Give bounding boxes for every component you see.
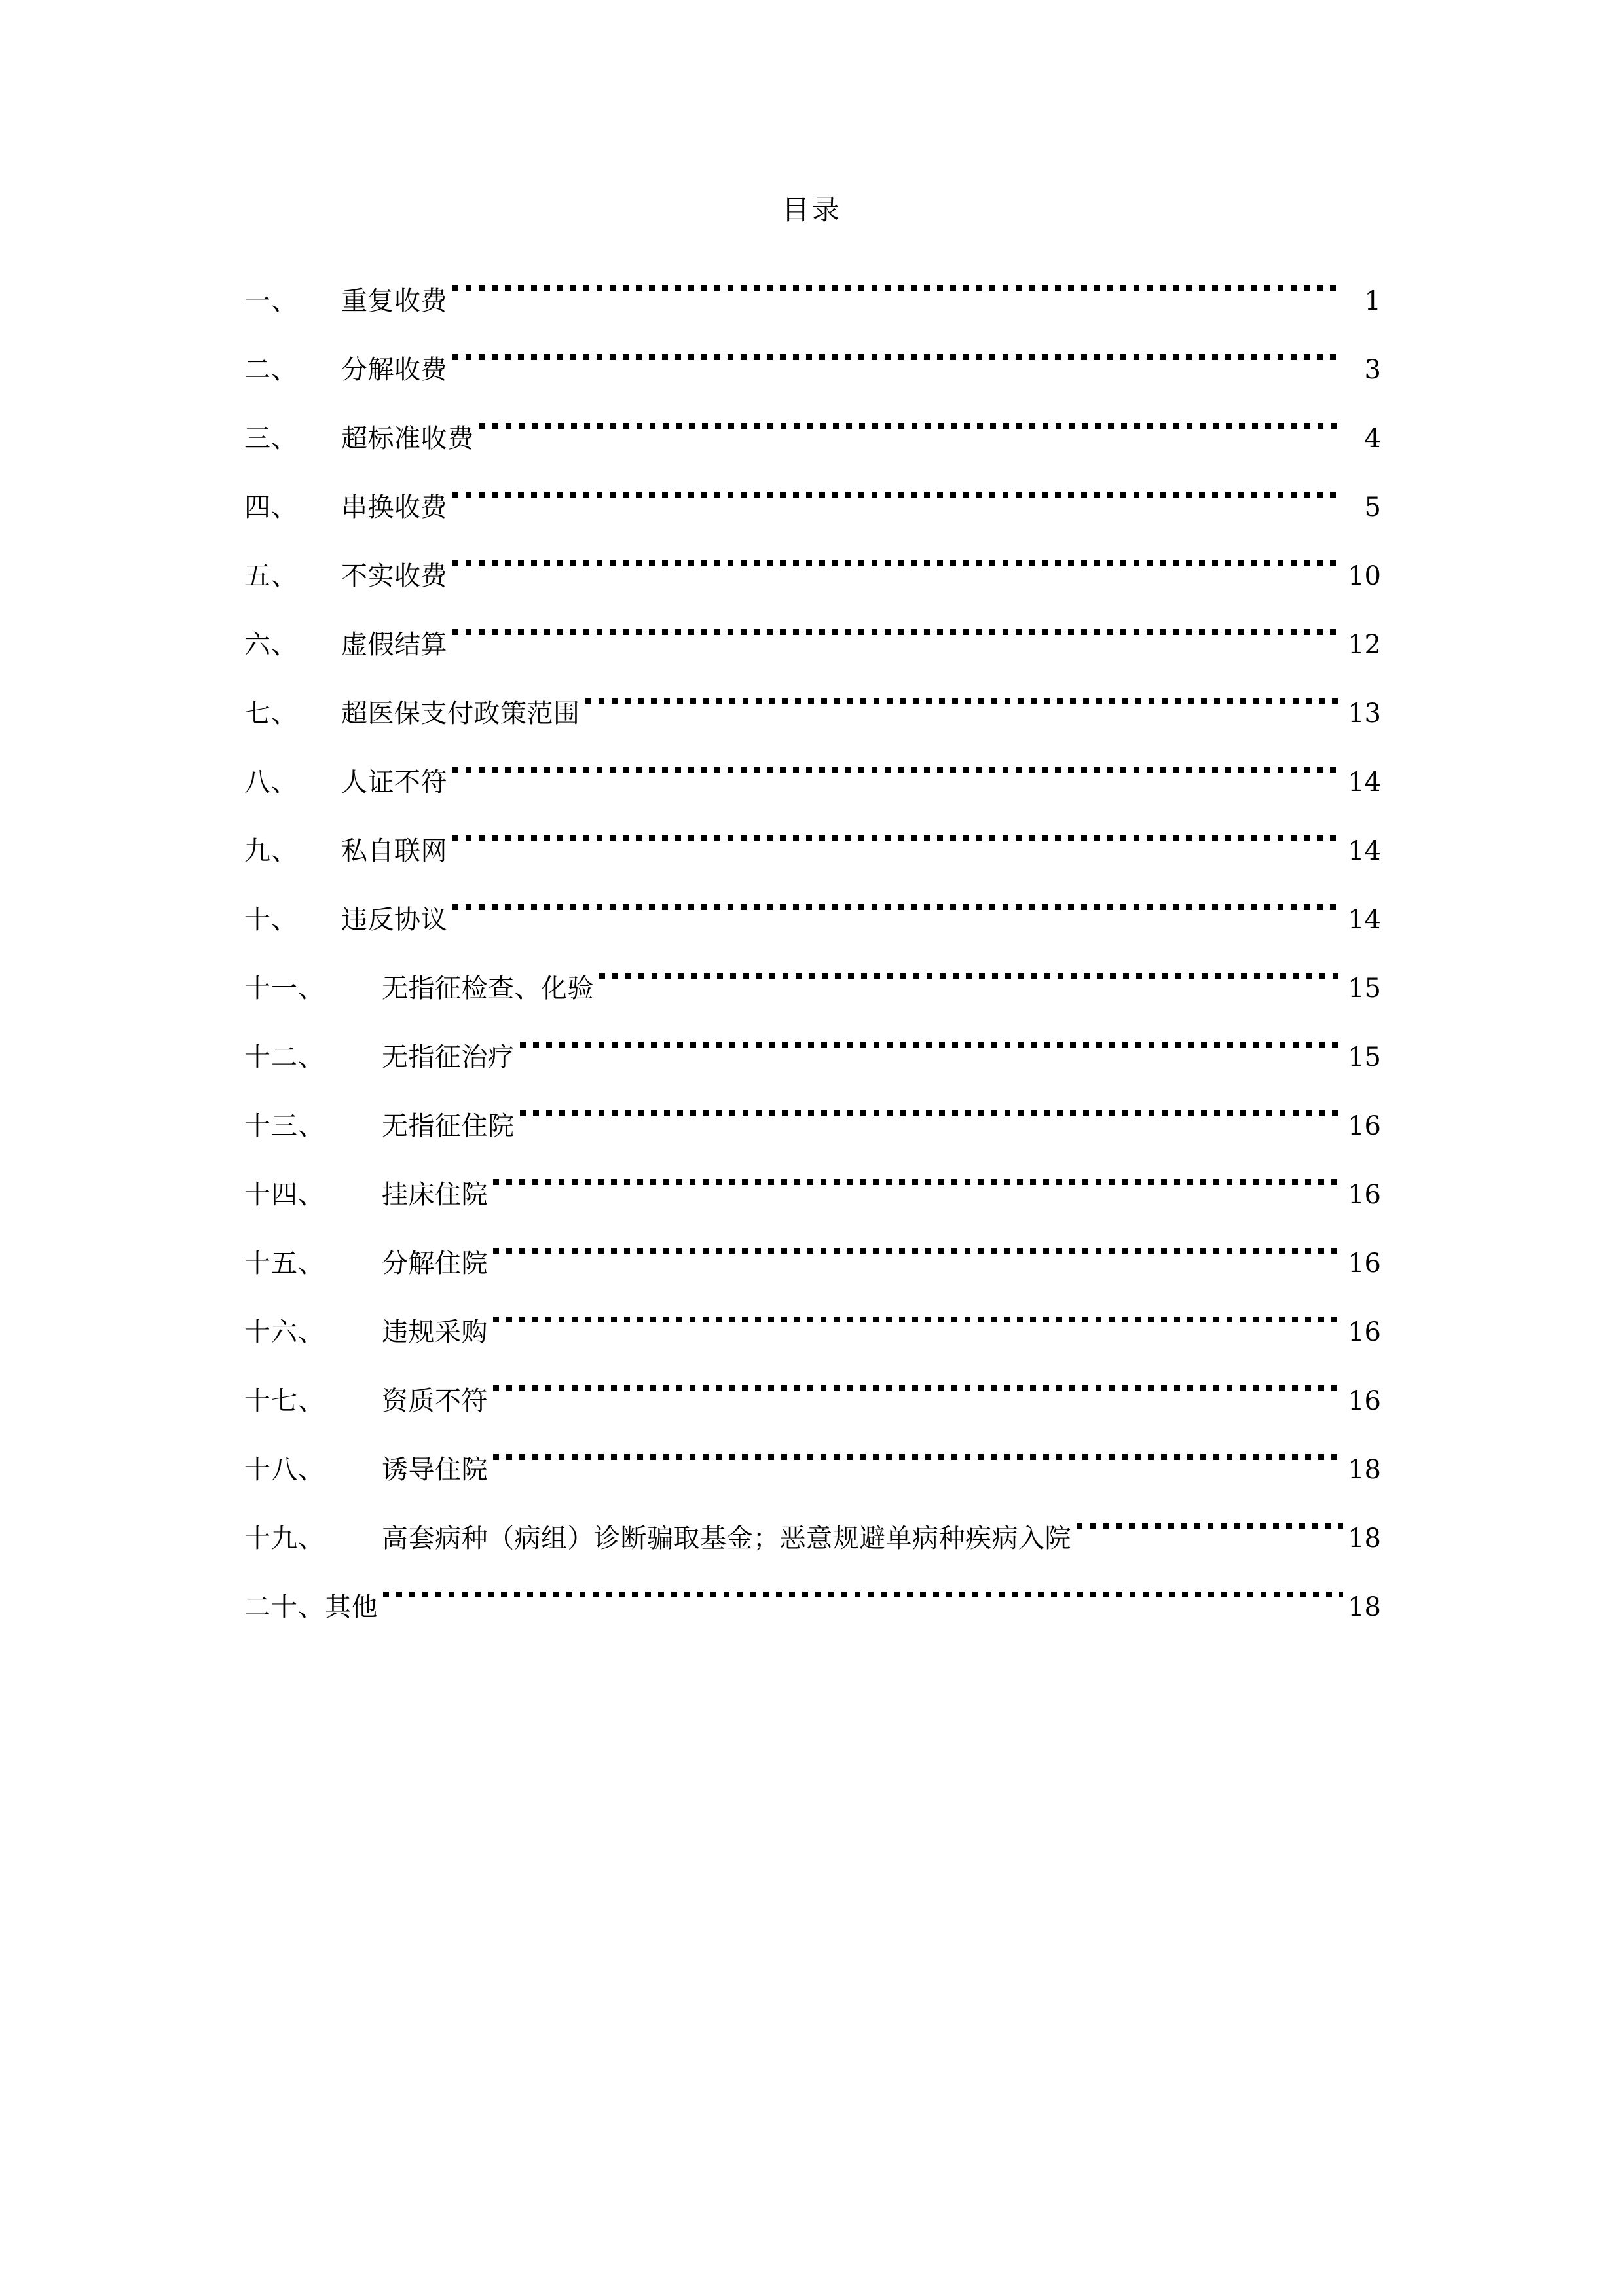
toc-entry-number: 九、 [244, 836, 298, 866]
toc-dot-leader [520, 1066, 1344, 1135]
toc-entry-page-number: 18 [1348, 1455, 1381, 1485]
toc-dot-leader [452, 447, 1343, 516]
toc-entry-page-number: 3 [1364, 355, 1381, 385]
toc-dot-leader [1077, 1478, 1343, 1547]
toc-entry-title[interactable]: 违反协议 [341, 905, 447, 935]
toc-dot-leader [452, 791, 1343, 860]
toc-entry-number: 十九、 [244, 1523, 325, 1554]
toc-dot-leader [452, 516, 1343, 585]
toc-entry-number: 十四、 [244, 1180, 325, 1210]
toc-entry-number: 六、 [244, 630, 298, 660]
toc-dot-leader [479, 378, 1344, 447]
toc-entry-number: 十三、 [244, 1111, 325, 1141]
toc-entry-number: 八、 [244, 767, 298, 797]
toc-dot-leader [493, 1203, 1343, 1272]
page-title: 目录 [781, 194, 842, 226]
toc-entry-title[interactable]: 诱导住院 [382, 1455, 488, 1485]
toc-dot-leader [493, 1272, 1343, 1341]
toc-dot-leader [452, 860, 1343, 928]
toc-entry-page-number: 12 [1348, 630, 1381, 660]
toc-entry-page-number: 16 [1348, 1111, 1381, 1141]
toc-dot-leader [383, 1547, 1343, 1616]
toc-entry-page-number: 16 [1348, 1317, 1381, 1347]
toc-dot-leader [520, 997, 1344, 1066]
toc-entry-title[interactable]: 超医保支付政策范围 [341, 699, 580, 729]
toc-entry-number: 十六、 [244, 1317, 325, 1347]
toc-entry-number: 十五、 [244, 1248, 325, 1279]
toc-entry-number: 七、 [244, 699, 298, 729]
toc-entry-page-number: 18 [1348, 1523, 1381, 1554]
toc-entry-title[interactable]: 违规采购 [382, 1317, 488, 1347]
toc-entry-page-number: 15 [1348, 1042, 1381, 1072]
toc-entry-title[interactable]: 无指征检查、化验 [382, 974, 594, 1004]
toc-dot-leader [452, 241, 1343, 310]
toc-entry-title[interactable]: 分解住院 [382, 1248, 488, 1279]
toc-entry-number: 十二、 [244, 1042, 325, 1072]
toc-entry-title[interactable]: 超标准收费 [341, 424, 474, 454]
toc-dot-leader [452, 585, 1343, 653]
toc-entry-title[interactable]: 其他 [325, 1592, 378, 1622]
toc-entry-number: 五、 [244, 561, 298, 591]
toc-dot-leader [493, 1341, 1343, 1410]
toc-entry-title[interactable]: 高套病种（病组）诊断骗取基金；恶意规避单病种疾病入院 [382, 1523, 1071, 1554]
toc-entry-number: 四、 [244, 492, 298, 522]
toc-entry-title[interactable]: 人证不符 [341, 767, 447, 797]
toc-entry-page-number: 10 [1348, 561, 1381, 591]
toc-entry-title[interactable]: 无指征住院 [382, 1111, 515, 1141]
toc-entry-title[interactable]: 挂床住院 [382, 1180, 488, 1210]
toc-entry-page-number: 14 [1348, 905, 1381, 935]
toc-entry-page-number: 5 [1364, 492, 1381, 522]
toc-entry-number: 二、 [244, 355, 298, 385]
toc-entry-number: 十八、 [244, 1455, 325, 1485]
table-of-contents [244, 241, 1381, 1622]
toc-entry[interactable] [244, 1547, 1381, 1622]
toc-entry-page-number: 13 [1348, 699, 1381, 729]
toc-entry-title[interactable]: 私自联网 [341, 836, 447, 866]
toc-entry-number: 十、 [244, 905, 298, 935]
toc-entry-page-number: 18 [1348, 1592, 1381, 1622]
toc-entry-title[interactable]: 无指征治疗 [382, 1042, 515, 1072]
toc-entry-title[interactable]: 分解收费 [341, 355, 447, 385]
toc-entry-number: 二十、 [244, 1592, 325, 1622]
toc-entry-page-number: 16 [1348, 1386, 1381, 1416]
toc-entry-page-number: 16 [1348, 1248, 1381, 1279]
toc-entry-title[interactable]: 资质不符 [382, 1386, 488, 1416]
toc-dot-leader [493, 1135, 1343, 1203]
toc-entry-number: 一、 [244, 286, 298, 316]
toc-entry-page-number: 16 [1348, 1180, 1381, 1210]
toc-entry-page-number: 14 [1348, 836, 1381, 866]
toc-dot-leader [452, 310, 1343, 378]
toc-entry-page-number: 4 [1364, 424, 1381, 454]
toc-dot-leader [585, 653, 1344, 722]
toc-entry-title[interactable]: 串换收费 [341, 492, 447, 522]
toc-entry-page-number: 1 [1364, 286, 1381, 316]
toc-dot-leader [599, 928, 1343, 997]
toc-entry-title[interactable]: 重复收费 [341, 286, 447, 316]
toc-entry-page-number: 14 [1348, 767, 1381, 797]
toc-dot-leader [452, 722, 1343, 791]
toc-entry-number: 十一、 [244, 974, 325, 1004]
toc-entry-number: 三、 [244, 424, 298, 454]
toc-entry-title[interactable]: 虚假结算 [341, 630, 447, 660]
toc-entry-number: 十七、 [244, 1386, 325, 1416]
toc-dot-leader [493, 1410, 1343, 1478]
toc-entry-title[interactable]: 不实收费 [341, 561, 447, 591]
toc-entry-page-number: 15 [1348, 974, 1381, 1004]
toc-entry[interactable] [244, 241, 1381, 316]
